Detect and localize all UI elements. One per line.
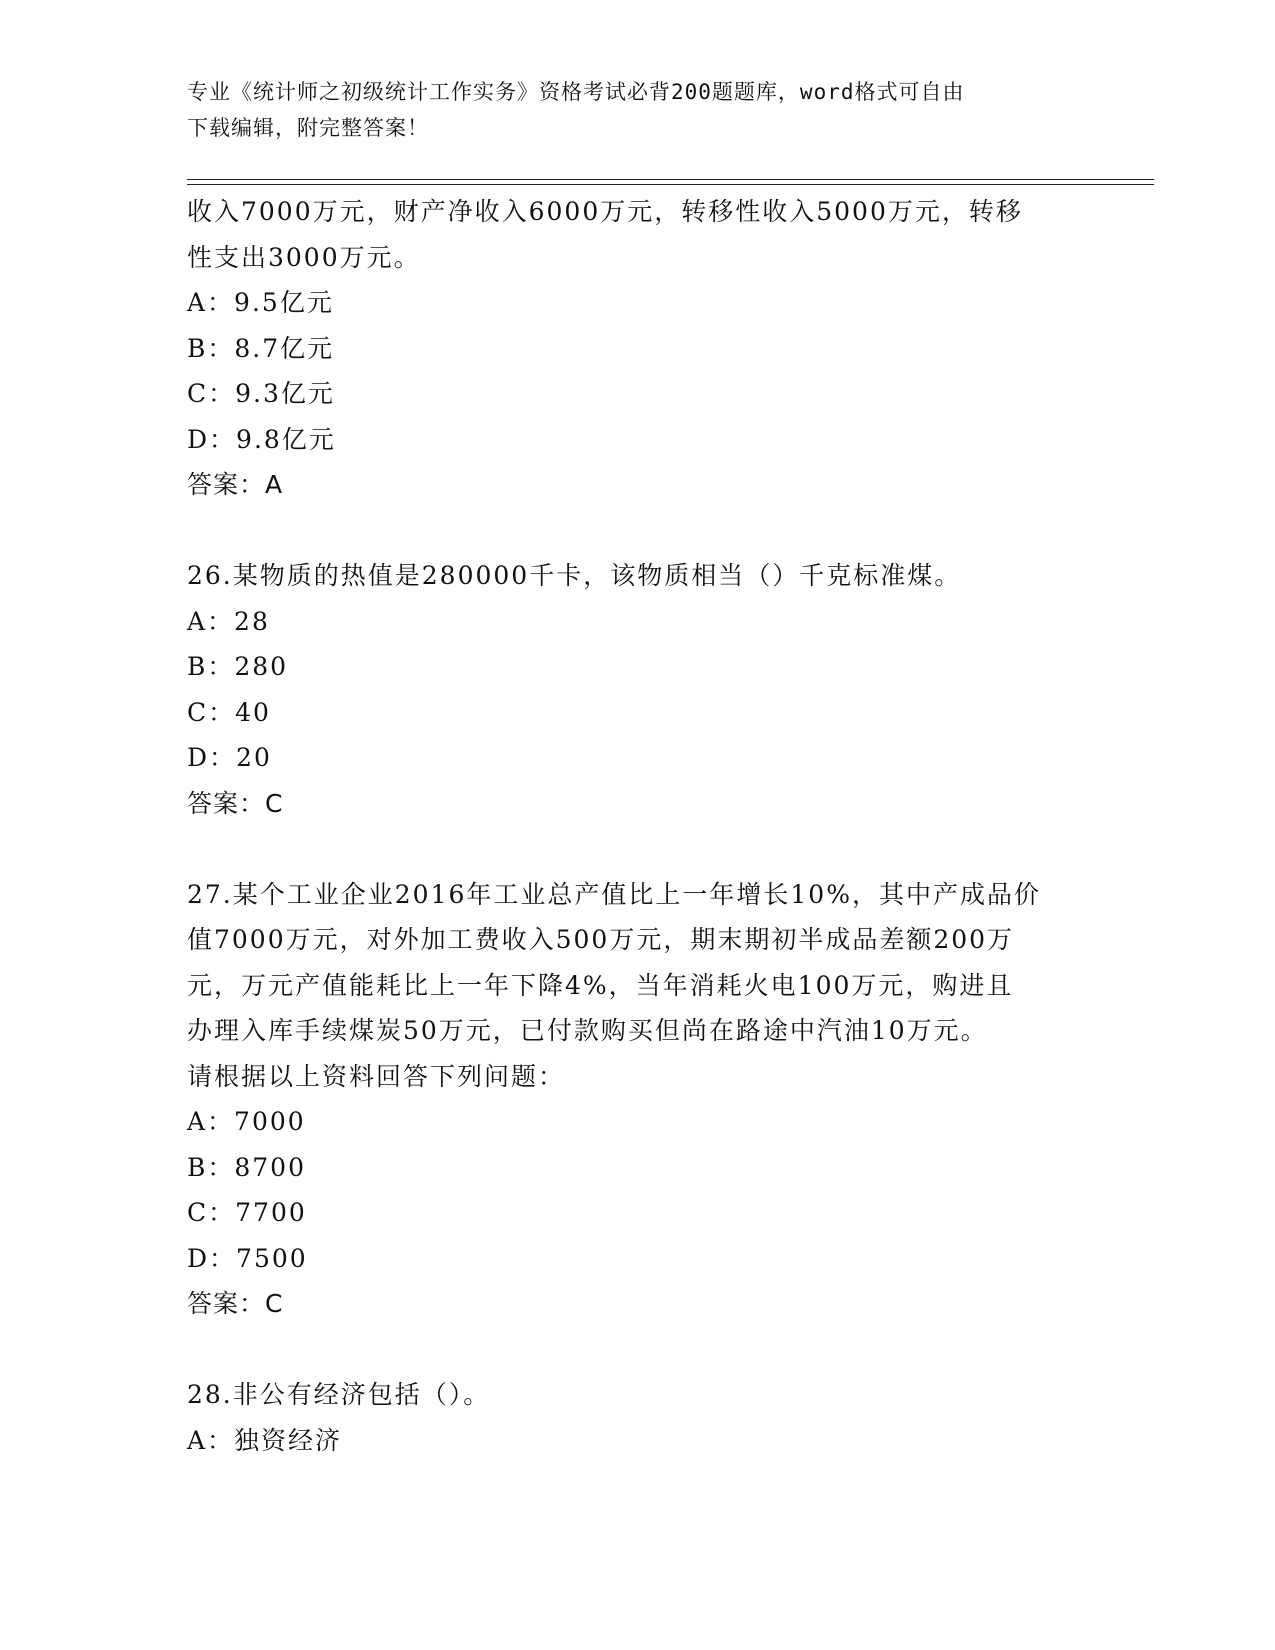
- option-d: D：7500: [187, 1243, 308, 1273]
- header-divider-bottom: [187, 184, 1154, 185]
- option-d: D：9.8亿元: [187, 424, 336, 454]
- question-25-block: [187, 189, 1107, 508]
- option-a: A：独资经济: [187, 1425, 343, 1455]
- question-text-line: 请根据以上资料回答下列问题：: [187, 1061, 566, 1091]
- page-header: [187, 74, 1067, 146]
- question-text-line: 27.某个工业企业2016年工业总产值比上一年增长10%，其中产成品价: [187, 879, 1041, 909]
- question-text-line: 元，万元产值能耗比上一年下降4%，当年消耗火电100万元，购进且: [187, 970, 1014, 1000]
- question-26-block: [187, 553, 1107, 826]
- header-title-line-1: 专业《统计师之初级统计工作实务》资格考试必背200题题库，word格式可自由: [187, 80, 965, 104]
- answer-line: 答案：C: [187, 788, 284, 818]
- question-28-block: [187, 1372, 1107, 1463]
- document-body: [187, 189, 1107, 1463]
- header-title-line-2: 下载编辑，附完整答案！: [187, 116, 429, 140]
- option-a: A：7000: [187, 1107, 306, 1136]
- question-text-line: 性支出3000万元。: [187, 242, 421, 272]
- answer-line: 答案：A: [187, 470, 284, 499]
- spacer: [187, 508, 1107, 554]
- option-b: B：8700: [187, 1152, 306, 1182]
- option-a: A：9.5亿元: [187, 288, 334, 317]
- option-b: B：280: [187, 652, 289, 681]
- question-27-block: [187, 872, 1107, 1327]
- option-c: C：9.3亿元: [187, 379, 335, 408]
- option-c: C：40: [187, 697, 271, 727]
- question-text-line: 值7000万元，对外加工费收入500万元，期末期初半成品差额200万: [187, 925, 1015, 954]
- question-text-line: 收入7000万元，财产净收入6000万元，转移性收入5000万元，转移: [187, 197, 1023, 226]
- option-d: D：20: [187, 743, 272, 772]
- header-divider-top: [187, 179, 1154, 180]
- option-c: C：7700: [187, 1198, 307, 1227]
- question-text-line: 办理入库手续煤炭50万元，已付款购买但尚在路途中汽油10万元。: [187, 1016, 988, 1045]
- question-text-line: 28.非公有经济包括（）。: [187, 1380, 491, 1409]
- option-b: B：8.7亿元: [187, 333, 335, 363]
- spacer: [187, 826, 1107, 872]
- answer-line: 答案：C: [187, 1289, 284, 1318]
- question-text-line: 26.某物质的热值是280000千卡，该物质相当（）千克标准煤。: [187, 561, 962, 590]
- option-a: A：28: [187, 606, 270, 636]
- spacer: [187, 1327, 1107, 1373]
